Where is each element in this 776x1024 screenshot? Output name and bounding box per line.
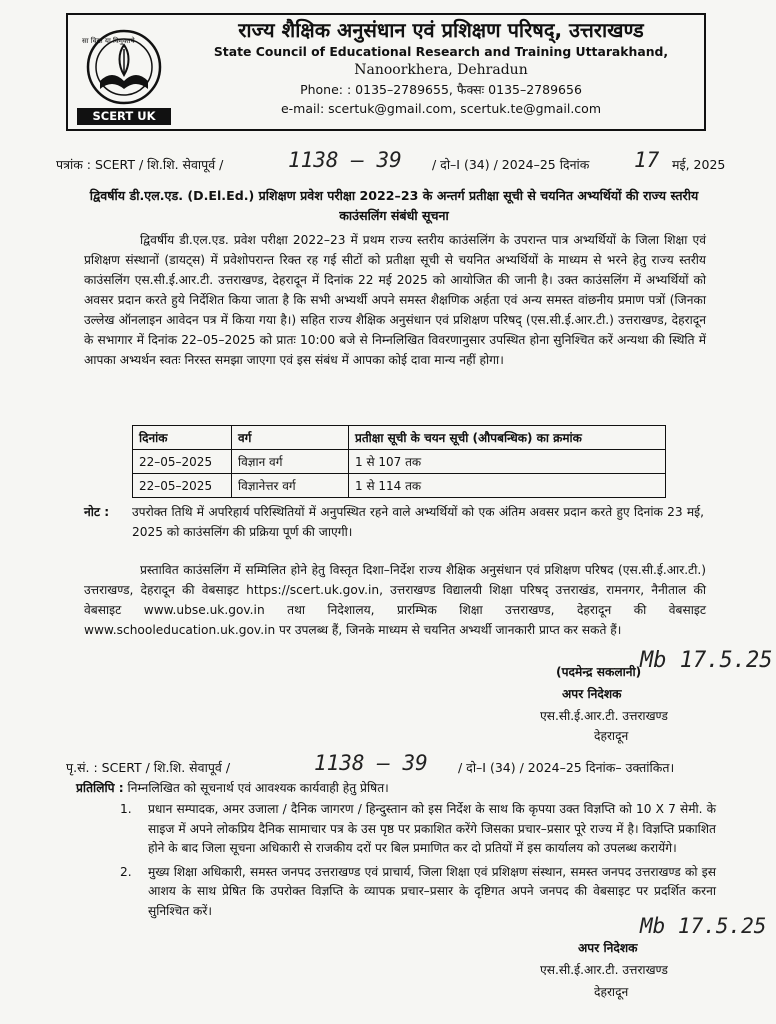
- counselling-schedule-table: [132, 425, 666, 498]
- signatory-office: एस.सी.ई.आर.टी. उत्तराखण्ड: [540, 963, 668, 977]
- cell-category: विज्ञानेत्तर वर्ग: [232, 474, 349, 498]
- copy-text: निम्नलिखित को सूचनार्थ एवं आवश्यक कार्यवाही हेतु प्रेषित।: [127, 781, 389, 795]
- letterhead: [66, 13, 706, 131]
- signatory-designation: अपर निदेशक: [578, 941, 638, 955]
- note: [84, 502, 704, 542]
- list-item-number: 1.: [120, 802, 132, 816]
- body-paragraph: द्विवर्षीय डी.एल.एड. प्रवेश परीक्षा 2022–23 में प्रथम राज्य स्तरीय काउंसलिंग के उपरान्त पात्र अभ्यर्थियों के जिला शिक्षा एवं प्रशिक्षण संस्थानों (डायट्स) में प्रवेशोपरान्त रिक्त रह गई सीटों को प्रतीक्षा सूची से चयनित अभ्यर्थियों के माध्यम से भरने हेतु राज्य स्तरीय काउंसलिंग एस.सी.ई.आर.टी. उत्तराखण्ड, देहरादून में दिनांक 22 मई 2025 को आयोजित की जानी है। उक्त काउंसलिंग में अभ्यर्थियों को अवसर प्रदान करते हुये निर्देशित किया जाता है कि सभी अभ्यर्थी अपने समस्त शैक्षणिक अर्हता एवं अन्य समस्त वांछनीय प्रमाण पत्रों (जिनका उल्लेख ऑनलाइन आवेदन पत्र में किया गया है।) सहित राज्य शैक्षिक अनुसंधान एवं प्रशिक्षण परिषद् (एस.सी.ई.आर.टी.) उत्तराखण्ड, देहरादून के सभागार में दिनांक 22–05–2025 को प्रातः 10:00 बजे से निम्नलिखित विवरणानुसार उपस्थित होना सुनिश्चित करें अन्यथा की स्थिति में आपका अभ्यर्थन स्वतः निरस्त समझा जाएगा एवं इस संबंध में आपका कोई दावा मान्य नहीं होगा।: [84, 233, 706, 367]
- cell-date: 22–05–2025: [133, 474, 232, 498]
- org-name-english: State Council of Educational Research and Training Uttarakhand,: [213, 44, 669, 59]
- reference-date-suffix: मई, 2025: [672, 157, 726, 172]
- list-item-text: मुख्य शिक्षा अधिकारी, समस्त जनपद उत्तराखण्ड एवं प्राचार्य, जिला शिक्षा एवं प्रशिक्षण संस्थान, समस्त जनपद उत्तराखण्ड को इस आशय के साथ प्रेषित कि उपरोक्त विज्ञप्ति के व्यापक प्रचार–प्रसार के दृष्टिगत अपने जनपद की वेबसाइट पर प्रदर्शित करना सुनिश्चित करें।: [148, 864, 716, 918]
- header-category: वर्ग: [232, 426, 349, 450]
- signatory-designation: अपर निदेशक: [562, 687, 622, 701]
- copy-heading: [76, 778, 389, 798]
- signature-handwritten: Mb 17.5.25: [640, 648, 773, 673]
- header-date: दिनांक: [133, 426, 232, 450]
- cell-serial-range: 1 से 114 तक: [349, 474, 666, 498]
- copy-recipient-list: [120, 800, 716, 926]
- cell-serial-range: 1 से 107 तक: [349, 450, 666, 474]
- list-item: [120, 800, 716, 859]
- reference-line: [56, 150, 746, 180]
- table-header-row: [133, 426, 666, 450]
- table-row: [133, 474, 666, 498]
- list-item: [120, 863, 716, 922]
- endorsement-prefix: पृ.सं. : SCERT / शि.शि. सेवापूर्व /: [66, 760, 231, 775]
- logo-motto: सा विद्या या विमुक्तये: [82, 37, 135, 45]
- list-item-number: 2.: [120, 864, 132, 879]
- reference-number-handwritten: 1138 – 39: [288, 148, 402, 172]
- signatory-city: देहरादून: [594, 985, 629, 999]
- logo-label: SCERT UK: [77, 108, 171, 125]
- note-label: नोट :: [84, 505, 110, 519]
- signatory-office: एस.सी.ई.आर.टी. उत्तराखण्ड: [540, 709, 668, 723]
- notice-subject: द्विवर्षीय डी.एल.एड. (D.El.Ed.) प्रशिक्षण प्रवेश परीक्षा 2022–23 के अन्तर्ग प्रतीक्षा सूची से चयनित अभ्यर्थियों की राज्य स्तरीय काउंसलिंग संबंधी सूचना: [89, 188, 699, 223]
- reference-prefix: पत्रांक : SCERT / शि.शि. सेवापूर्व /: [56, 157, 224, 172]
- signatory-name: (पदमेन्द्र सकलानी): [556, 665, 642, 679]
- note-text: उपरोक्त तिथि में अपरिहार्य परिस्थितियों में अनुपस्थित रहने वाले अभ्यर्थियों को एक अंतिम अवसर प्रदान करते हुए दिनांक 23 मई, 2025 को काउंसलिंग की प्रक्रिया पूर्ण की जाएगी।: [132, 505, 704, 539]
- website-paragraph: प्रस्तावित काउंसलिंग में सम्मिलित होने हेतु विस्तृत दिशा–निर्देश राज्य शैक्षिक अनुसंधान एवं प्रशिक्षण परिषद (एस.सी.ई.आर.टी.) उत्तराखण्ड, देहरादून की वेबसाइट https://scert.uk.gov.in, उत्तराखण्ड विद्यालयी शिक्षा परिषद् उत्तराखंड, रामनगर, नैनीताल की वेबसाइट www.ubse.uk.gov.in तथा निदेशालय, प्रारम्भिक शिक्षा उत्तराखण्ड, देहरादून की वेबसाइट www.schooleducation.uk.gov.in पर उपलब्ध हैं, जिनके माध्यम से चयनित अभ्यर्थी जानकारी प्राप्त कर सकते हैं।: [84, 563, 706, 637]
- copy-label: प्रतिलिपि :: [76, 781, 124, 795]
- org-address: Nanoorkhera, Dehradun: [354, 62, 528, 78]
- reference-middle: / दो–I (34) / 2024–25 दिनांक: [432, 157, 590, 172]
- org-email: e-mail: scertuk@gmail.com, scertuk.te@gmail.com: [280, 101, 601, 116]
- org-phone: Phone: : 0135–2789655, फैक्सः 0135–2789656: [300, 82, 582, 97]
- endorsement-number-handwritten: 1138 – 39: [314, 751, 428, 775]
- cell-date: 22–05–2025: [133, 450, 232, 474]
- org-name-hindi: राज्य शैक्षिक अनुसंधान एवं प्रशिक्षण परिषद्, उत्तराखण्ड: [238, 18, 644, 42]
- table-row: [133, 450, 666, 474]
- signatory-city: देहरादून: [594, 729, 629, 743]
- signature-handwritten: Mb 17.5.25: [640, 914, 767, 938]
- reference-day-handwritten: 17: [634, 148, 660, 172]
- header-serial-range: प्रतीक्षा सूची के चयन सूची (औपबन्धिक) का क्रमांक: [349, 426, 666, 450]
- cell-category: विज्ञान वर्ग: [232, 450, 349, 474]
- endorsement-suffix: / दो–I (34) / 2024–25 दिनांक– उक्तांकित।: [458, 760, 675, 775]
- list-item-text: प्रधान सम्पादक, अमर उजाला / दैनिक जागरण / हिन्दुस्तान को इस निर्देश के साथ कि कृपया उक्त विज्ञप्ति को 10 X 7 सेमी. के साइज में अपने लोकप्रिय दैनिक सामाचार पत्र के उस पृष्ठ पर प्रकाशित करेंगे जिसका प्रचार–प्रसार पूरे राज्य में है। विज्ञप्ति प्रकाशित होने के बाद जिला सूचना अधिकारी से राजकीय दरों पर बिल प्रमाणित कर दो प्रतियों में इस कार्यालय को उपलब्ध करायेंगे।: [148, 802, 716, 856]
- letterhead-text: [186, 17, 696, 118]
- scert-logo: [74, 19, 174, 125]
